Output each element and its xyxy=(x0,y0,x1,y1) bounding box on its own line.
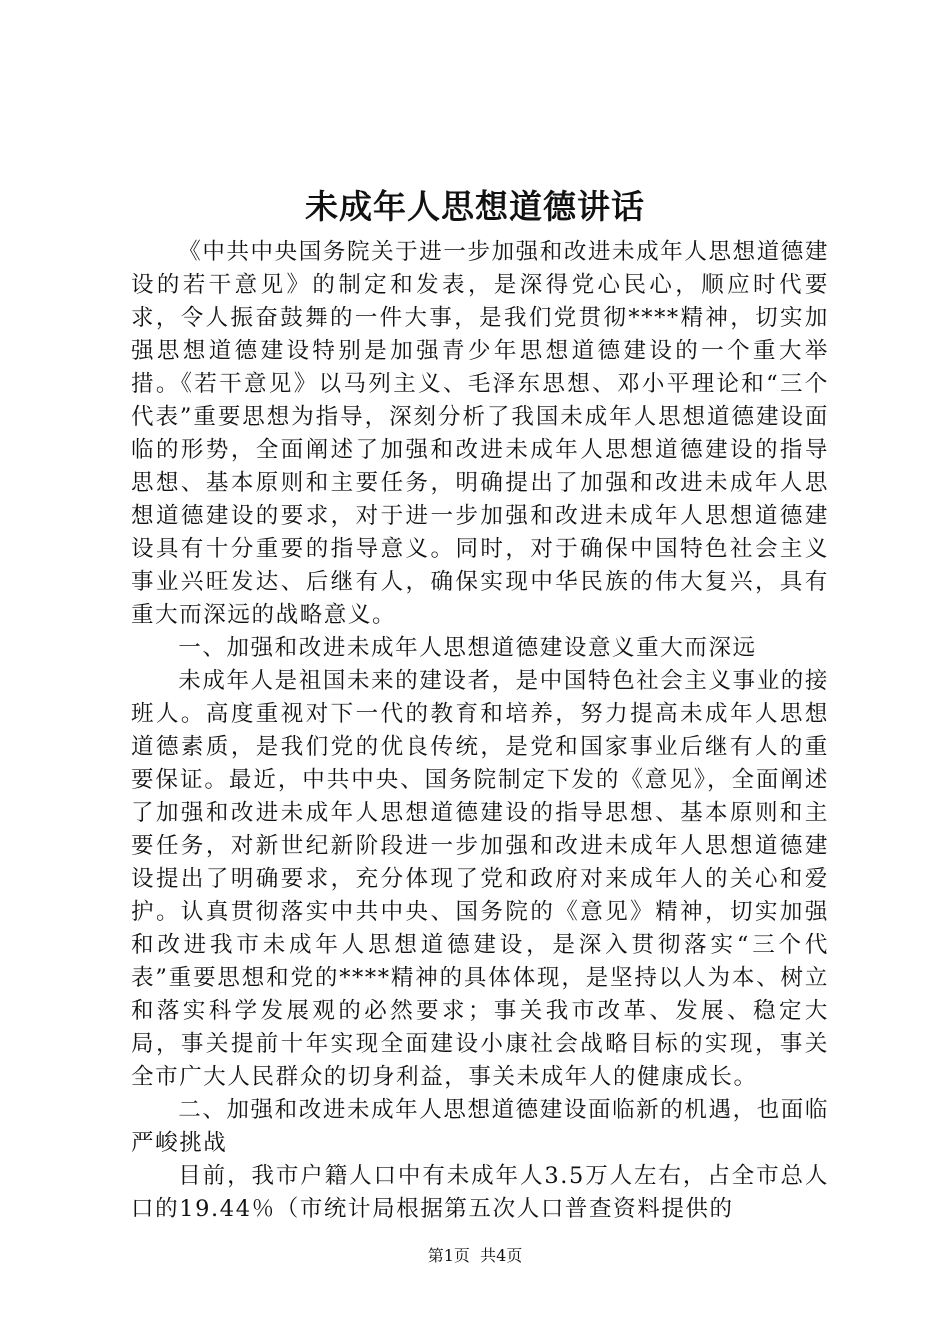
section-heading-2: 二、加强和改进未成年人思想道德建设面临新的机遇，也面临严峻挑战 xyxy=(131,1097,829,1156)
document-body xyxy=(131,236,829,1226)
page-number-indicator: 第1页 共4页 xyxy=(427,1246,523,1265)
paragraph-intro: 《中共中央国务院关于进一步加强和改进未成年人思想道德建设的若干意见》的制定和发表，是深得党心民心，顺应时代要求，令人振奋鼓舞的一件大事，是我们党贯彻****精神，切实加强思想道德建设特别是加强青少年思想道德建设的一个重大举措。《若干意见》以马列主义、毛泽东思想、邓小平理论和“三个代表”重要思想为指导，深刻分析了我国未成年人思想道德建设面临的形势，全面阐述了加强和改进未成年人思想道德建设的指导思想、基本原则和主要任务，明确提出了加强和改进未成年人思想道德建设的要求，对于进一步加强和改进未成年人思想道德建设具有十分重要的指导意义。同时，对于确保中国特色社会主义事业兴旺发达、后继有人，确保实现中华民族的伟大复兴，具有重大而深远的战略意义。 xyxy=(131,239,829,628)
paragraph-section-1: 未成年人是祖国未来的建设者，是中国特色社会主义事业的接班人。高度重视对下一代的教育和培养，努力提高未成年人思想道德素质，是我们党的优良传统，是党和国家事业后继有人的重要保证。最近，中共中央、国务院制定下发的《意见》，全面阐述了加强和改进未成年人思想道德建设的指导思想、基本原则和主要任务，对新世纪新阶段进一步加强和改进未成年人思想道德建设提出了明确要求，充分体现了党和政府对来成年人的关心和爱护。认真贯彻落实中共中央、国务院的《意见》精神，切实加强和改进我市未成年人思想道德建设，是深入贯彻落实“三个代表”重要思想和党的****精神的具体体现，是坚持以人为本、树立和落实科学发展观的必然要求；事关我市改革、发展、稳定大局，事关提前十年实现全面建设小康社会战略目标的实现，事关全市广大人民群众的切身利益，事关未成年人的健康成长。 xyxy=(131,668,829,1090)
section-heading-1: 一、加强和改进未成年人思想道德建设意义重大而深远 xyxy=(178,635,757,661)
document-title: 未成年人思想道德讲话 xyxy=(305,187,645,226)
page-footer xyxy=(0,1245,950,1267)
paragraph-section-2: 目前，我市户籍人口中有未成年人3.5万人左右，占全市总人口的19.44％（市统计局根据第五次人口普查资料提供的 xyxy=(131,1163,829,1222)
